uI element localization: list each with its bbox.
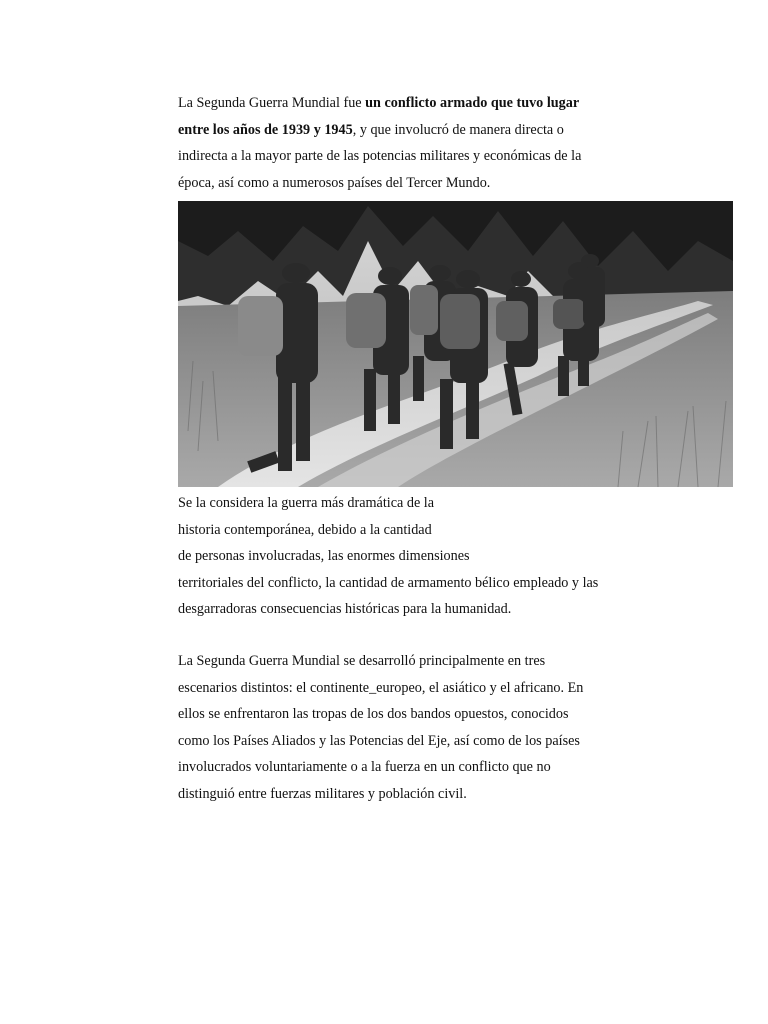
- intro-line-1: [178, 90, 630, 117]
- scenarios-paragraph: [178, 648, 630, 808]
- intro-line-3: indirecta a la mayor parte de las potencias militares y económicas de la: [178, 148, 582, 165]
- context-line: Se la considera la guerra más dramática de la: [178, 495, 435, 511]
- context-line: historia contemporánea, debido a la cantidad: [178, 521, 432, 538]
- intro-line-4: época, así como a numerosos países del Tercer Mundo.: [178, 174, 491, 191]
- intro-years-bold: entre los años de 1939 y 1945: [178, 121, 353, 138]
- intro-text-plain: La Segunda Guerra Mundial fue: [178, 95, 366, 111]
- scenarios-line: ellos se enfrentaron las tropas de los dos bandos opuestos, conocidos: [178, 706, 569, 723]
- context-line: de personas involucradas, las enormes dimensiones: [178, 548, 470, 565]
- scenarios-line: escenarios distintos: el continente_europeo, el asiático y el africano. En: [178, 679, 584, 696]
- context-paragraph: [178, 490, 638, 623]
- scenarios-line: distinguió entre fuerzas militares y población civil.: [178, 785, 467, 802]
- context-line: desgarradoras consecuencias históricas para la humanidad.: [178, 601, 512, 618]
- intro-text-bold: un conflicto armado que tuvo lugar: [365, 95, 580, 111]
- scenarios-line: involucrados voluntariamente o a la fuerza en un conflicto que no: [178, 759, 551, 776]
- intro-line-2: [178, 117, 630, 144]
- scenarios-line: La Segunda Guerra Mundial se desarrolló principalmente en tres: [178, 653, 546, 669]
- intro-paragraph: [178, 90, 630, 196]
- intro-text-rest: , y que involucró de manera directa o: [352, 121, 564, 138]
- scenarios-line: como los Países Aliados y las Potencias del Eje, así como de los países: [178, 732, 580, 749]
- context-line: territoriales del conflicto, la cantidad de armamento bélico empleado y las: [178, 574, 599, 591]
- soldiers-photo: [178, 201, 733, 487]
